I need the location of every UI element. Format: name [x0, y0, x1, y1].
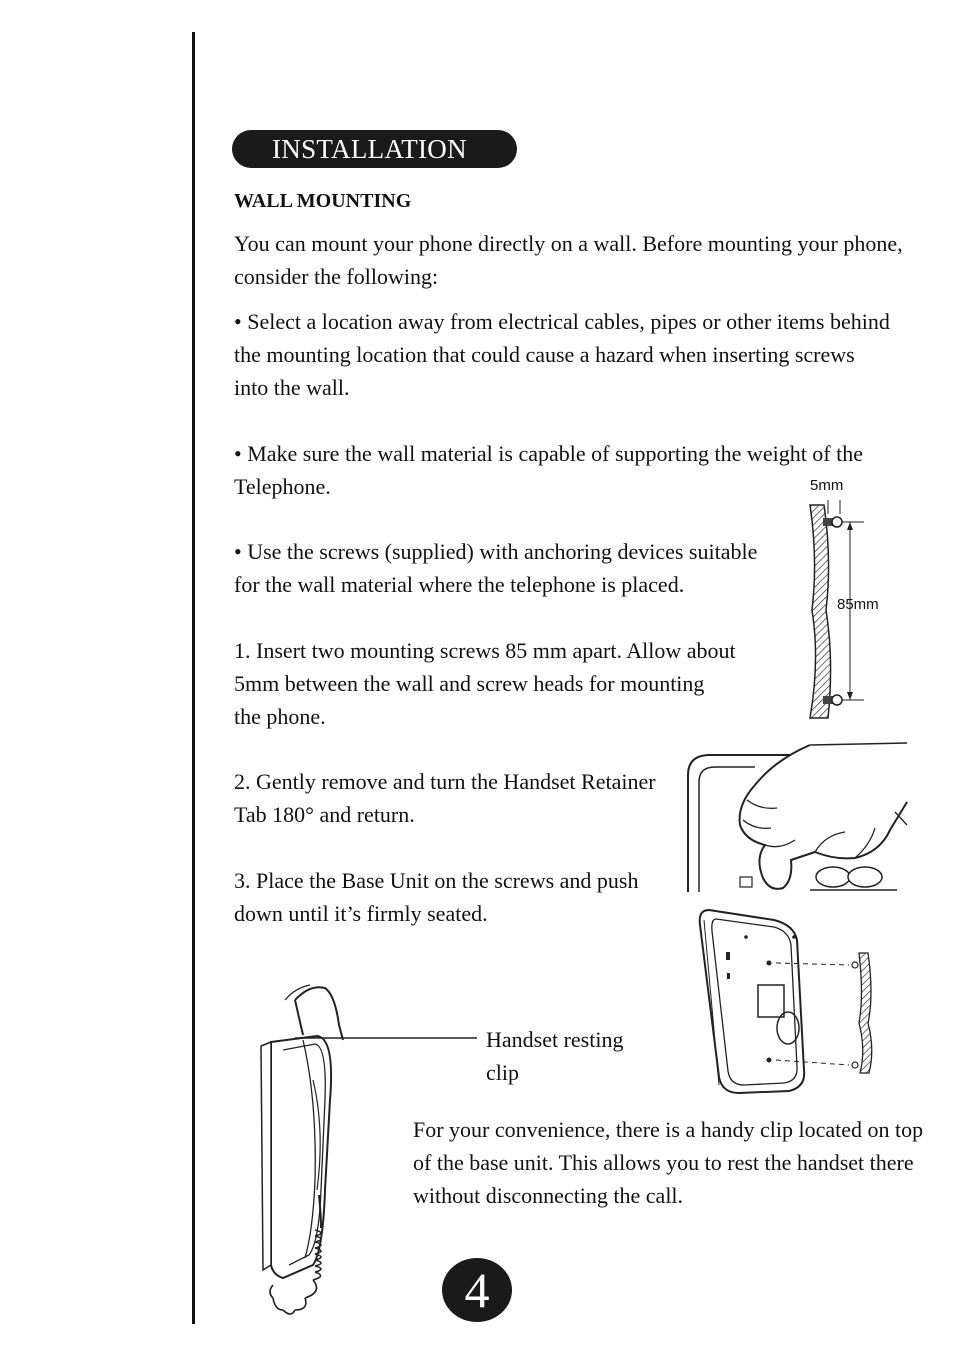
bullet-wall-material: • Make sure the wall material is capable of supporting the weight of the Telephone. [234, 441, 864, 499]
intro-line: You can mount your phone directly on a wall. Before mounting your phone, [234, 231, 903, 256]
base-unit-mounting-illustration [694, 905, 879, 1097]
spacing-label: 85mm [837, 596, 879, 613]
subheading-wall-mounting: WALL MOUNTING [234, 190, 412, 212]
handset-clip-callout: Handset resting clip [486, 1027, 624, 1085]
intro-line: consider the following: [234, 264, 439, 289]
step-1: 1. Insert two mounting screws 85 mm apart. Allow about 5mm between the wall and screw heads for mounting the phone. [234, 638, 736, 729]
step-3: 3. Place the Base Unit on the screws and push down until it’s firmly seated. [234, 868, 639, 926]
gap-label: 5mm [810, 477, 844, 494]
page-number: 4 [442, 1258, 512, 1322]
convenience-paragraph: For your convenience, there is a handy clip located on top of the base unit. This allows you to rest the handset there without disconnecting the call. [413, 1117, 924, 1208]
bullet-location: • Select a location away from electrical cables, pipes or other items behind the mounting location that could cause a hazard when inserting screws into the wall. [234, 309, 890, 400]
intro-paragraph [234, 227, 903, 293]
bullet-screws: • Use the screws (supplied) with anchoring devices suitable for the wall material where the telephone is placed. [234, 539, 758, 597]
step-2: 2. Gently remove and turn the Handset Retainer Tab 180° and return. [234, 769, 656, 827]
section-title: INSTALLATION [232, 130, 517, 168]
margin-rule [192, 32, 195, 1324]
hand-retainer-tab-illustration [685, 740, 913, 900]
